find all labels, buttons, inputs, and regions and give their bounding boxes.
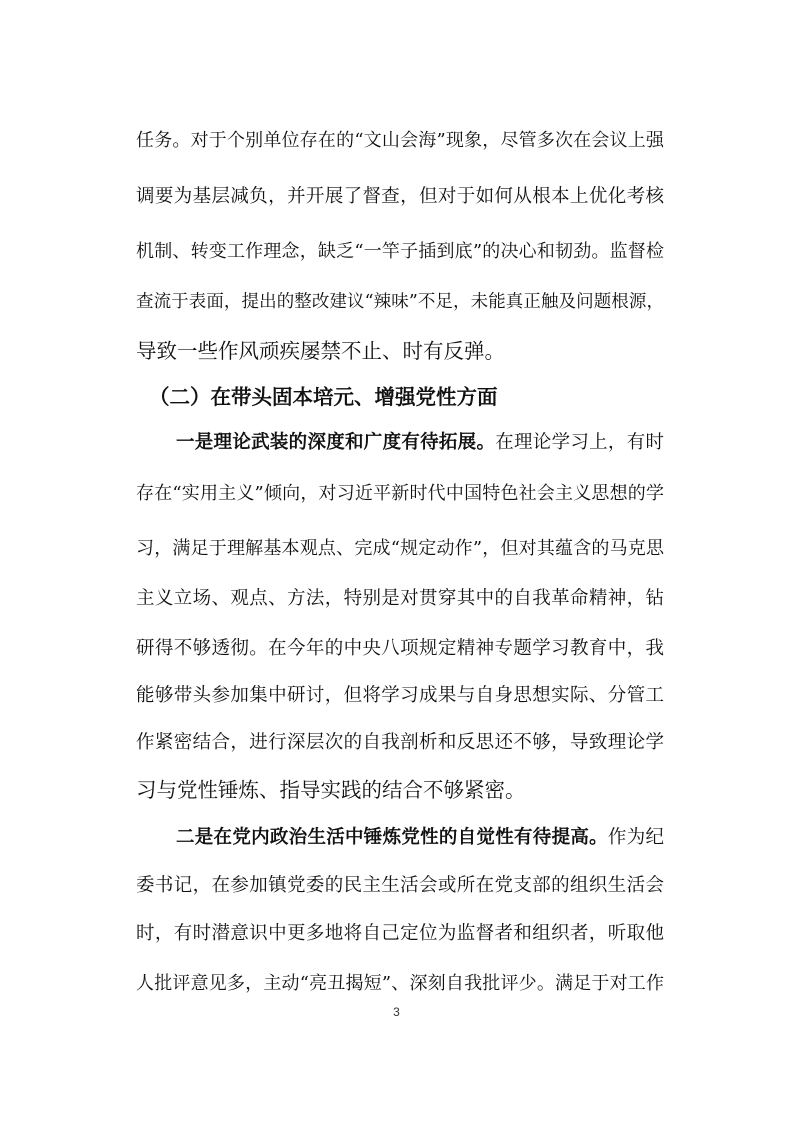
text-line: 任务。对于个别单位存在的“文山会海”现象，尽管多次在会议上强 [136,130,664,151]
text-line: 导致一些作风顽疾屡禁不止、时有反弹。 [136,339,505,363]
text-line: 习，满足于理解基本观点、完成“规定动作”，但对其蕴含的马克思 [136,538,664,559]
text-run: 作为纪 [607,827,664,848]
bold-lead: 一是理论武装的深度和广度有待拓展。 [176,432,496,453]
paragraph-first-line [176,823,664,853]
text-line: 存在“实用主义”倾向，对习近平新时代中国特色社会主义思想的学 [136,483,664,504]
bold-lead: 二是在党内政治生活中锤炼党性的自觉性有待提高。 [176,827,608,848]
text-line: 机制、转变工作理念，缺乏“一竿子插到底”的决心和韧劲。监督检 [136,241,664,262]
page-number: 3 [393,1005,400,1019]
text-line: 能够带头参加集中研讨，但将学习成果与自身思想实际、分管工 [136,685,664,706]
text-line: 调要为基层减负，并开展了督查，但对于如何从根本上优化考核 [136,186,664,207]
paragraph-first-line [176,428,664,458]
text-run: 在理论学习上，有时 [495,432,664,453]
text-line: 研得不够透彻。在今年的中央八项规定精神专题学习教育中，我 [136,638,664,659]
text-line: 习与党性锤炼、指导实践的结合不够紧密。 [136,778,526,802]
text-line: 人批评意见多，主动“亮丑揭短”、深刻自我批评少。满足于对工作 [136,973,664,994]
section-heading: （二）在带头固本培元、增强党性方面 [149,385,498,409]
text-line: 作紧密结合，进行深层次的自我剖析和反思还不够，导致理论学 [136,732,664,753]
text-line: 委书记，在参加镇党委的民主生活会或所在党支部的组织生活会 [136,875,664,896]
text-line: 查流于表面，提出的整改建议“辣味”不足，未能真正触及问题根源， [136,292,664,312]
text-line: 主义立场、观点、方法，特别是对贯穿其中的自我革命精神，钻 [136,588,664,609]
text-line: 时，有时潜意识中更多地将自己定位为监督者和组织者，听取他 [136,923,664,944]
